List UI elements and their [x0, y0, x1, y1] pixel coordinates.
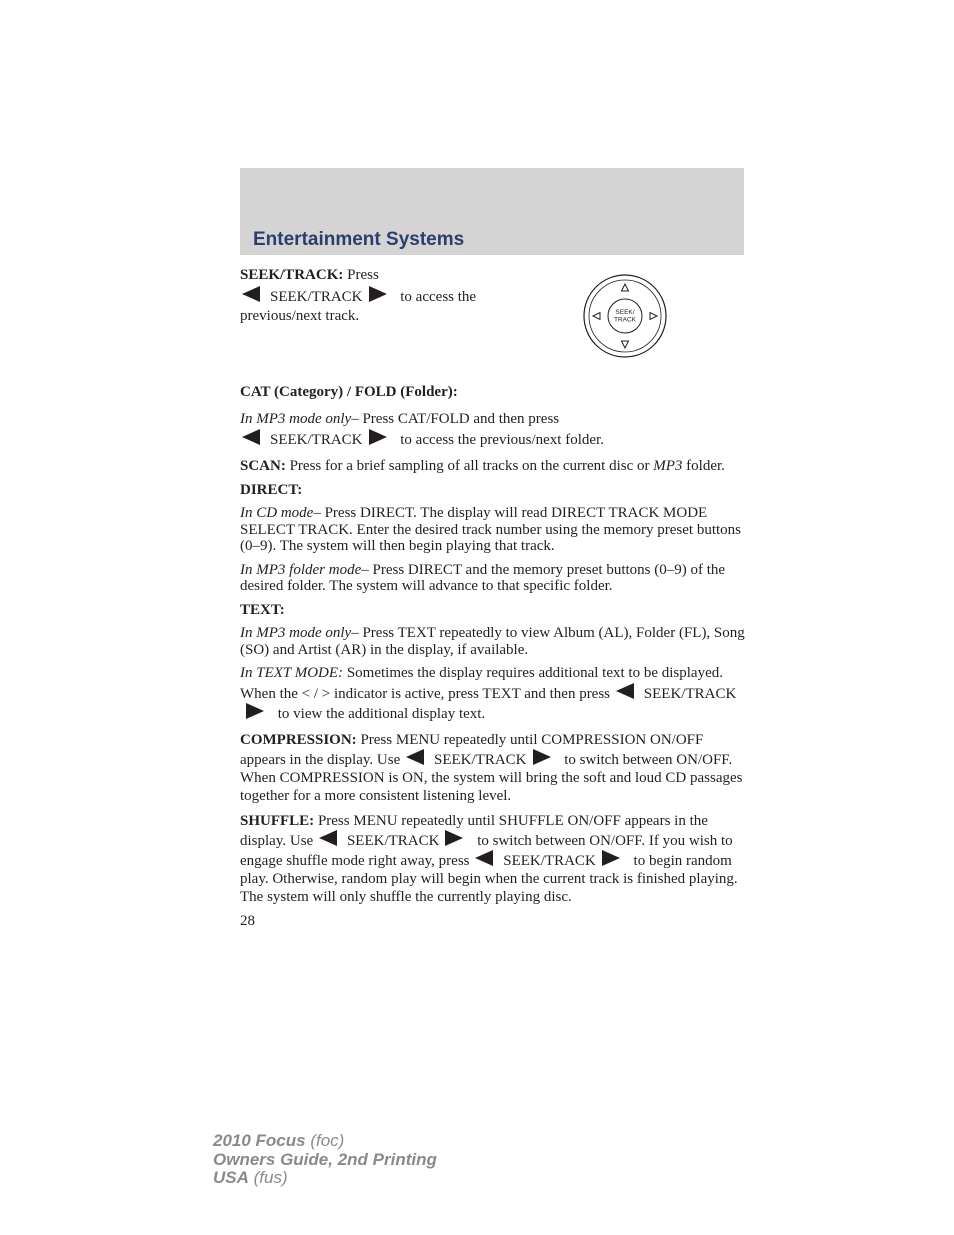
cat-paragraph	[240, 409, 746, 450]
section-header-band	[240, 168, 744, 255]
cat-left-arrow-icon	[242, 429, 260, 445]
direct-heading: DIRECT:	[240, 481, 303, 498]
footer-region: USA	[213, 1168, 249, 1187]
compression-label: COMPRESSION:	[240, 731, 357, 748]
shuffle-right-arrow-icon	[445, 830, 463, 846]
text-mode-paragraph	[240, 665, 746, 724]
shuffle-left-arrow-icon-2	[475, 850, 493, 866]
knob-label-line1: SEEK/	[615, 309, 635, 316]
direct-mp3-text: – Press DIRECT and the memory preset buttons (0–9) of the desired folder. The system will advance to that specific folder.	[240, 561, 726, 594]
page-content	[240, 266, 746, 929]
shuffle-control-label: SEEK/TRACK	[346, 832, 440, 849]
knob-label-line2: TRACK	[613, 316, 637, 324]
text-mp3-mode: In MP3 mode only	[240, 625, 352, 641]
cat-mode: In MP3 mode only	[240, 410, 352, 427]
footer-model-line	[213, 1132, 437, 1151]
scan-text: Press for a brief sampling of all tracks on the current disc or	[289, 457, 650, 474]
seek-press-text: Press	[347, 267, 379, 283]
text-mode-label: In TEXT MODE:	[240, 665, 344, 681]
cat-text: – Press CAT/FOLD and then press	[351, 410, 560, 427]
compression-right-arrow-icon	[533, 749, 551, 765]
text-heading: TEXT:	[240, 601, 285, 618]
seek-track-label: SEEK/TRACK:	[240, 267, 344, 283]
seek-track-paragraph	[240, 266, 500, 327]
compression-paragraph	[240, 731, 746, 805]
footer-guide: Owners Guide, 2nd Printing	[213, 1149, 437, 1169]
page-number: 28	[240, 912, 255, 929]
text-left-arrow-icon	[616, 683, 634, 699]
compression-tail: to switch between ON/OFF. When COMPRESSION is ON, the system will bring the soft and loud CD passages together for a more consistent listening level.	[240, 751, 743, 804]
section-title: Entertainment Systems	[253, 229, 465, 250]
shuffle-paragraph	[240, 812, 746, 906]
cat-tail: to access the previous/next folder.	[400, 431, 604, 448]
scan-text2: folder.	[686, 457, 725, 474]
scan-label: SCAN:	[240, 457, 286, 474]
text-mode-text: Sometimes the display requires additional text to be displayed. When the < / > indicator is active, press TEXT and then press	[240, 665, 723, 702]
cat-right-arrow-icon	[369, 429, 387, 445]
seek-tail-text: to access the	[400, 288, 477, 305]
compression-text: Press MENU repeatedly until COMPRESSION ON/OFF appears in the display. Use	[240, 731, 704, 768]
seek-right-arrow-icon	[369, 286, 387, 302]
shuffle-mid: to switch between ON/OFF. If you wish to engage shuffle mode right away, press	[240, 832, 733, 869]
seek-line3-text: previous/next track.	[240, 308, 360, 324]
shuffle-label: SHUFFLE:	[240, 812, 315, 829]
footer	[213, 1132, 437, 1188]
compression-left-arrow-icon	[406, 749, 424, 765]
direct-mp3-paragraph	[240, 562, 746, 595]
footer-model: 2010 Focus	[213, 1131, 306, 1150]
shuffle-left-arrow-icon	[319, 830, 337, 846]
text-mode-tail: to view the additional display text.	[277, 706, 486, 722]
scan-mode: MP3	[653, 457, 683, 474]
seek-control-label: SEEK/TRACK	[270, 288, 363, 305]
shuffle-text: Press MENU repeatedly until SHUFFLE ON/OFF appears in the display. Use	[240, 812, 708, 849]
direct-cd-text: – Press DIRECT. The display will read DIRECT TRACK MODE SELECT TRACK. Enter the desired track number using the memory preset buttons (0–9). The system will then begin playing that track.	[240, 505, 742, 554]
direct-mp3-mode: In MP3 folder mode	[240, 561, 362, 578]
scan-paragraph	[240, 457, 746, 475]
text-mp3-paragraph	[240, 625, 746, 658]
footer-region-code: (fus)	[253, 1168, 288, 1187]
shuffle-control-label-2: SEEK/TRACK	[503, 852, 596, 869]
seek-track-knob-icon	[582, 273, 668, 359]
compression-control-label: SEEK/TRACK	[433, 751, 527, 768]
direct-cd-mode: In CD mode	[240, 505, 314, 521]
footer-model-code: (foc)	[310, 1131, 345, 1150]
direct-cd-paragraph	[240, 505, 746, 555]
seek-left-arrow-icon	[242, 286, 260, 302]
text-right-arrow-icon	[246, 703, 264, 719]
shuffle-right-arrow-icon-2	[602, 850, 620, 866]
text-mp3-text: – Press TEXT repeatedly to view Album (AL), Folder (FL), Song (SO) and Artist (AR) in the display, if available.	[240, 625, 745, 658]
footer-region-line	[213, 1169, 437, 1188]
shuffle-tail: to begin random play. Otherwise, random play will begin when the current track is finished playing. The system will only shuffle the currently playing disc.	[240, 852, 738, 905]
cat-control-label: SEEK/TRACK	[270, 431, 363, 448]
text-control-label: SEEK/TRACK	[643, 685, 737, 702]
seek-track-section	[240, 266, 746, 384]
cat-heading: CAT (Category) / FOLD (Folder):	[240, 384, 458, 400]
